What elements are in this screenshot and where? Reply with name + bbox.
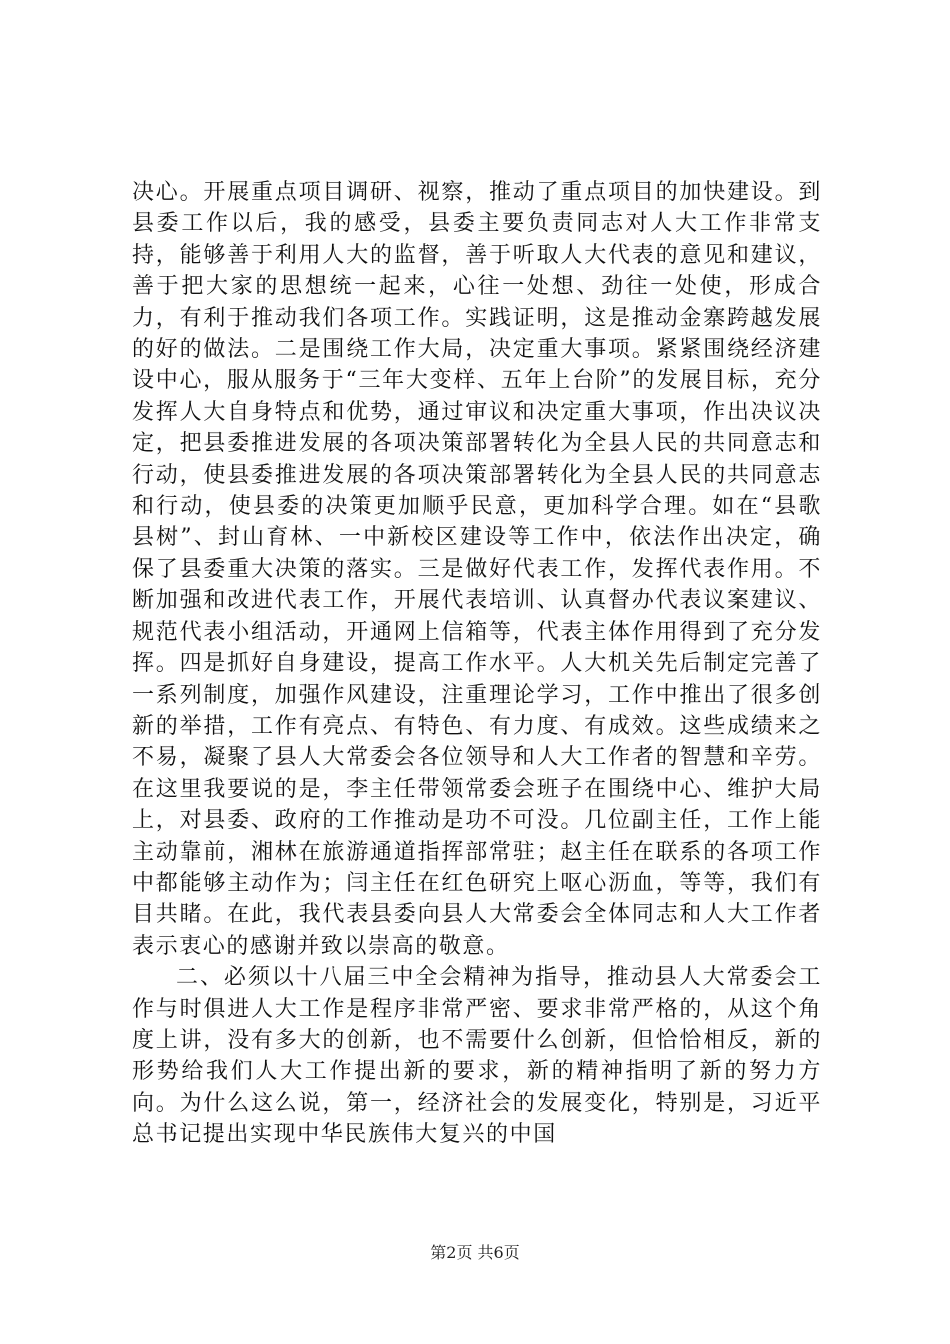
body-text [132, 177, 822, 1151]
paragraph-1: 决心。开展重点项目调研、视察，推动了重点项目的加快建设。到县委工作以后，我的感受，县委主要负责同志对人大工作非常支持，能够善于利用人大的监督，善于听取人大代表的意见和建议，善于把大家的思想统一起来，心往一处想、劲往一处使，形成合力，有利于推动我们各项工作。实践证明，这是推动金寨跨越发展的好的做法。二是围绕工作大局，决定重大事项。紧紧围绕经济建设中心，服从服务于“三年大变样、五年上台阶”的发展目标，充分发挥人大自身特点和优势，通过审议和决定重大事项，作出决议决定，把县委推进发展的各项决策部署转化为全县人民的共同意志和行动，使县委推进发展的各项决策部署转化为全县人民的共同意志和行动，使县委的决策更加顺乎民意，更加科学合理。如在“县歌县树”、封山育林、一中新校区建设等工作中，依法作出决定，确保了县委重大决策的落实。三是做好代表工作，发挥代表作用。不断加强和改进代表工作，开展代表培训、认真督办代表议案建议、规范代表小组活动，开通网上信箱等，代表主体作用得到了充分发挥。四是抓好自身建设，提高工作水平。人大机关先后制定完善了一系列制度，加强作风建设，注重理论学习，工作中推出了很多创新的举措，工作有亮点、有特色、有力度、有成效。这些成绩来之不易，凝聚了县人大常委会各位领导和人大工作者的智慧和辛劳。在这里我要说的是，李主任带领常委会班子在围绕中心、维护大局上，对县委、政府的工作推动是功不可没。几位副主任，工作上能主动靠前，湘林在旅游通道指挥部常驻；赵主任在联系的各项工作中都能够主动作为；闫主任在红色研究上呕心沥血，等等，我们有目共睹。在此，我代表县委向县人大常委会全体同志和人大工作者表示衷心的感谢并致以崇高的敬意。 [132, 180, 822, 959]
page-number-footer: 第2页 共6页 [430, 1243, 520, 1262]
paragraph-2: 二、必须以十八届三中全会精神为指导，推动县人大常委会工作与时俱进人大工作是程序非常严密、要求非常严格的，从这个角度上讲，没有多大的创新，也不需要什么创新，但恰恰相反，新的形势给我们人大工作提出新的要求，新的精神指明了新的努力方向。为什么这么说，第一，经济社会的发展变化，特别是，习近平总书记提出实现中华民族伟大复兴的中国 [132, 965, 822, 1148]
